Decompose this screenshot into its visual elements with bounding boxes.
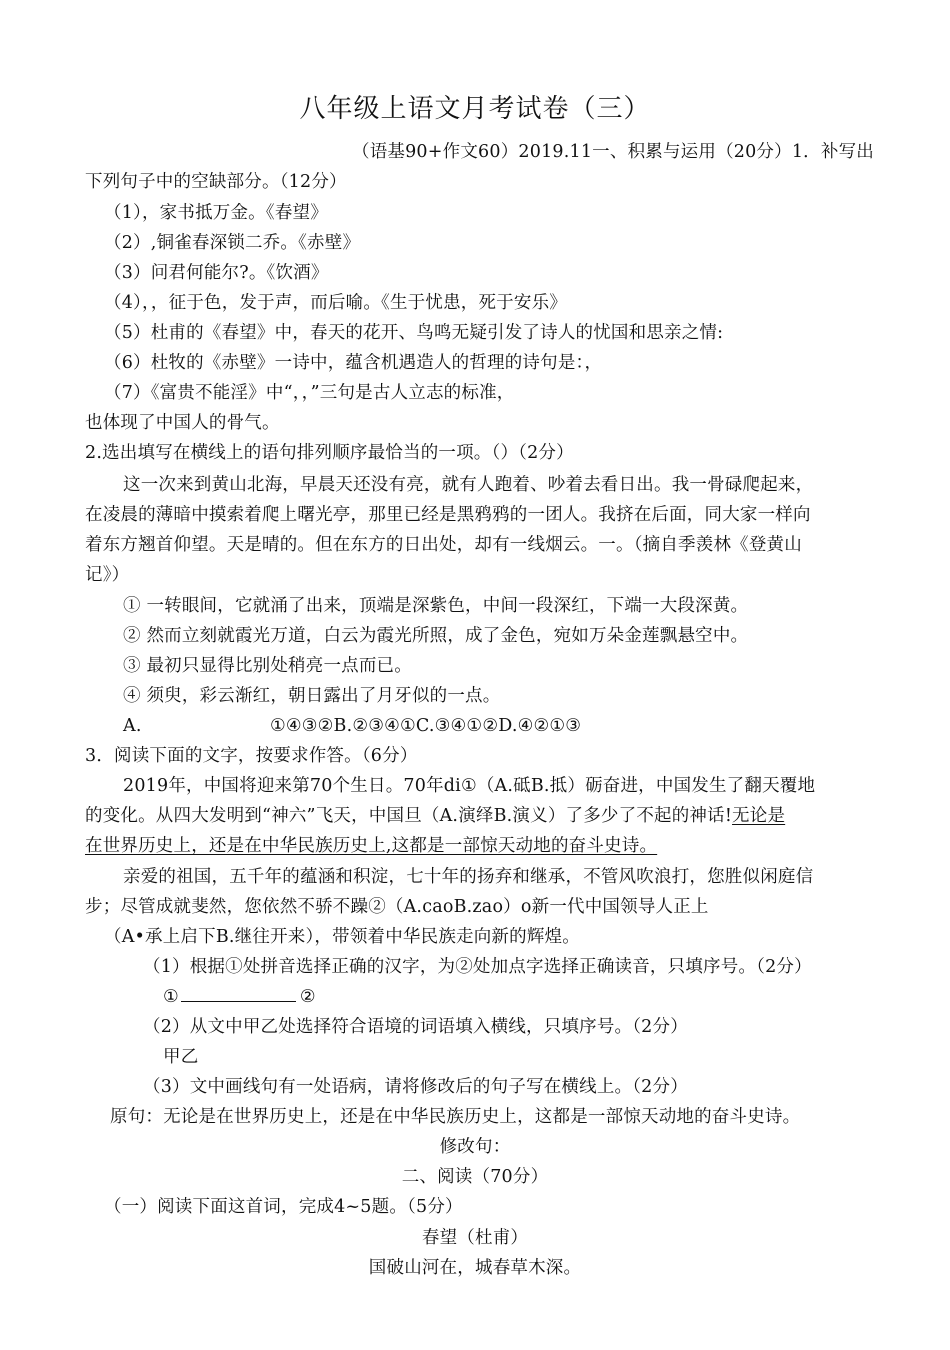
q3-sub3: （3）文中画线句有一处语病，请将修改后的句子写在横线上。（2分）	[143, 1077, 688, 1097]
q1-item-1: （1），家书抵万金。《春望》	[104, 203, 328, 223]
q1-item-3: （3）问君何能尔?。《饮酒》	[104, 263, 329, 283]
q3-sub1-answer-line	[163, 986, 316, 1008]
q3-passage-line: 2019年，中国将迎来第70个生日。70年di①（A.砥B.抵）砺奋进，中国发生了翻天覆地	[123, 776, 816, 796]
q3-blank-label-2: ②	[299, 987, 316, 1007]
q2-option-2: ② 然而立刻就霞光万道，白云为霞光所照，成了金色，宛如万朵金莲飘悬空中。	[123, 626, 749, 646]
q1-tail: 也体现了中国人的骨气。	[85, 413, 280, 433]
q1-item-4: （4），，征于色，发于声，而后喻。《生于忧患，死于安乐》	[104, 293, 567, 313]
section2-part1: （一）阅读下面这首词，完成4~5题。（5分）	[104, 1197, 463, 1217]
poem-line: 国破山河在，城春草木深。	[368, 1258, 582, 1278]
q2-option-1: ① 一转眼间，它就涌了出来，顶端是深紫色，中间一段深红，下端一大段深黄。	[123, 596, 749, 616]
exam-title: 八年级上语文月考试卷（三）	[299, 94, 651, 124]
q3-passage-text: 的变化。从四大发明到“神六”飞天，中国旦（A.演绎B.演义）了多少了不起的神话!	[85, 806, 733, 826]
q2-passage-line: 记》）	[85, 565, 130, 585]
q1-item-5: （5）杜甫的《春望》中，春天的花开、鸟鸣无疑引发了诗人的忧国和思亲之情:	[104, 323, 724, 343]
q3-stem: 3．阅读下面的文字，按要求作答。（6分）	[85, 746, 418, 766]
q2-choice-a-label: A.	[123, 716, 142, 736]
q2-option-3: ③ 最初只显得比别处稍亮一点而已。	[123, 656, 412, 676]
exam-header-line: （语基90+作文60）2019.11一、积累与运用（20分）1．补写出	[352, 142, 874, 162]
q3-sub1: （1）根据①处拼音选择正确的汉字，为②处加点字选择正确读音，只填序号。（2分）	[143, 957, 812, 977]
q1-stem-cont: 下列句子中的空缺部分。（12分）	[85, 172, 347, 192]
q3-original-sentence: 原句：无论是在世界历史上，还是在中华民族历史上，这都是一部惊天动地的奋斗史诗。	[110, 1107, 801, 1127]
q2-stem: 2.选出填写在横线上的语句排列顺序最恰当的一项。（）（2分）	[85, 443, 574, 463]
q3-passage-line: 步；尽管成就斐然，您依然不骄不躁②（A.caoB.zao）o新一代中国领导人正上	[85, 897, 709, 917]
q1-item-7: （7）《富贵不能淫》中“，，”三句是古人立志的标准，	[104, 383, 515, 403]
q3-passage-line: 亲爱的祖国，五千年的蕴涵和积淀，七十年的扬弃和继承，不管风吹浪打，您胜似闲庭信	[123, 867, 814, 887]
q3-revised-sentence-label: 修改句：	[439, 1137, 511, 1157]
q3-underlined-sentence: 在世界历史上，还是在中华民族历史上,这都是一部惊天动地的奋斗史诗。	[85, 836, 658, 856]
q3-sub2: （2）从文中甲乙处选择符合语境的词语填入横线，只填序号。（2分）	[143, 1017, 688, 1037]
q2-passage-line: 这一次来到黄山北海，早晨天还没有亮，就有人跑着、吵着去看日出。我一骨碌爬起来，	[123, 475, 814, 495]
q3-blank-label-1: ①	[163, 987, 179, 1007]
q2-passage-line: 在凌晨的薄暗中摸索着爬上曙光亭，那里已经是黑鸦鸦的一团人。我挤在后面，同大家一样向	[85, 505, 811, 525]
q2-passage-line: 着东方翘首仰望。天是晴的。但在东方的日出处，却有一线烟云。一。（摘自季羡林《登黄山	[85, 535, 802, 555]
q3-passage-line	[85, 805, 785, 827]
poem-title: 春望（杜甫）	[421, 1228, 529, 1248]
q3-sub2-answer: 甲乙	[163, 1047, 199, 1067]
q3-underlined-sentence: 无论是	[732, 806, 786, 826]
q1-item-6: （6）杜牧的《赤壁》一诗中，蕴含机遇造人的哲理的诗句是：，	[104, 353, 603, 373]
q3-blank-1	[181, 986, 296, 1002]
q2-option-4: ④ 须臾，彩云渐红，朝日露出了月牙似的一点。	[123, 686, 501, 706]
q2-choices: ①④③②B.②③④①C.③④①②D.④②①③	[270, 716, 582, 736]
q1-item-2: （2）,铜雀春深锁二乔。《赤壁》	[104, 233, 361, 253]
q3-passage-line: （A•承上启下B.继往开来），带领着中华民族走向新的辉煌。	[104, 927, 580, 947]
section2-heading: 二、阅读（70分）	[401, 1167, 549, 1187]
